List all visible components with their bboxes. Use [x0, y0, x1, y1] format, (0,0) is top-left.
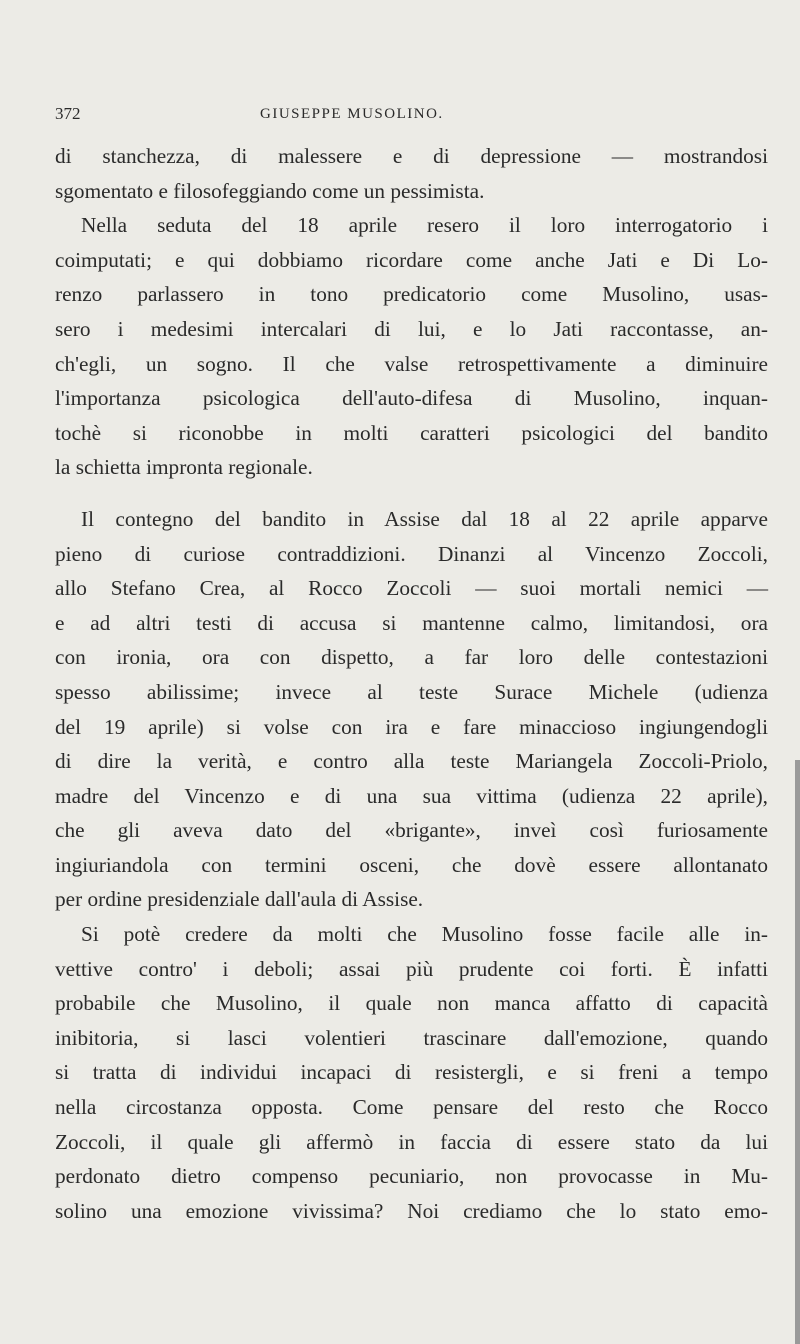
page-edge-shadow: [795, 760, 800, 1344]
text-line: ingiuriandola con termini osceni, che dovè essere allontanato: [55, 852, 768, 877]
paragraph: [55, 917, 768, 1228]
text-line: nella circostanza opposta. Come pensare del resto che Rocco: [55, 1095, 768, 1120]
page-number: 372: [55, 104, 81, 123]
text-line: vettive contro' i deboli; assai più prudente coi forti. È infatti: [55, 956, 768, 981]
paragraph: [55, 502, 768, 917]
text-line: spesso abilissime; invece al teste Surace Michele (udienza: [55, 679, 768, 704]
text-line: Il contegno del bandito in Assise dal 18 al 22 aprile apparve: [81, 506, 768, 531]
text-line: la schietta impronta regionale.: [55, 455, 313, 480]
text-line: solino una emozione vivissima? Noi crediamo che lo stato emo-: [55, 1198, 768, 1223]
text-line: madre del Vincenzo e di una sua vittima (udienza 22 aprile),: [55, 783, 768, 808]
text-line: che gli aveva dato del «brigante», inveì così furiosamente: [55, 818, 768, 843]
body-text: [55, 139, 768, 1228]
text-line: sgomentato e filosofeggiando come un pessimista.: [55, 178, 485, 203]
text-line: Zoccoli, il quale gli affermò in faccia di essere stato da lui: [55, 1129, 768, 1154]
text-line: Nella seduta del 18 aprile resero il loro interrogatorio i: [81, 213, 768, 238]
page-header: [55, 104, 760, 128]
text-line: si tratta di individui incapaci di resistergli, e si freni a tempo: [55, 1060, 768, 1085]
text-line: tochè si riconobbe in molti caratteri psicologici del bandito: [55, 420, 768, 445]
text-line: e ad altri testi di accusa si mantenne calmo, limitandosi, ora: [55, 610, 768, 635]
text-line: del 19 aprile) si volse con ira e fare minaccioso ingiungendogli: [55, 714, 768, 739]
text-line: allo Stefano Crea, al Rocco Zoccoli — suoi mortali nemici —: [55, 576, 768, 601]
text-line: renzo parlassero in tono predicatorio come Musolino, usas-: [55, 282, 768, 307]
paragraph: [55, 208, 768, 485]
text-line: pieno di curiose contraddizioni. Dinanzi al Vincenzo Zoccoli,: [55, 541, 768, 566]
text-line: ch'egli, un sogno. Il che valse retrospettivamente a diminuire: [55, 351, 768, 376]
text-line: inibitoria, si lasci volentieri trascinare dall'emozione, quando: [55, 1025, 768, 1050]
text-line: Si potè credere da molti che Musolino fosse facile alle in-: [81, 922, 768, 947]
text-line: perdonato dietro compenso pecuniario, non provocasse in Mu-: [55, 1164, 768, 1189]
running-head: GIUSEPPE MUSOLINO.: [260, 106, 444, 122]
text-line: per ordine presidenziale dall'aula di Assise.: [55, 887, 424, 912]
text-line: di stanchezza, di malessere e di depressione — mostrandosi: [55, 144, 768, 168]
text-line: l'importanza psicologica dell'auto-difesa di Musolino, inquan-: [55, 386, 768, 411]
text-line: probabile che Musolino, il quale non manca affatto di capacità: [55, 991, 768, 1016]
text-line: sero i medesimi intercalari di lui, e lo Jati raccontasse, an-: [55, 316, 768, 341]
text-line: con ironia, ora con dispetto, a far loro delle contestazioni: [55, 645, 768, 670]
text-line: coimputati; e qui dobbiamo ricordare come anche Jati e Di Lo-: [55, 247, 768, 272]
paragraph: [55, 139, 768, 208]
text-line: di dire la verità, e contro alla teste Mariangela Zoccoli-Priolo,: [55, 749, 768, 774]
